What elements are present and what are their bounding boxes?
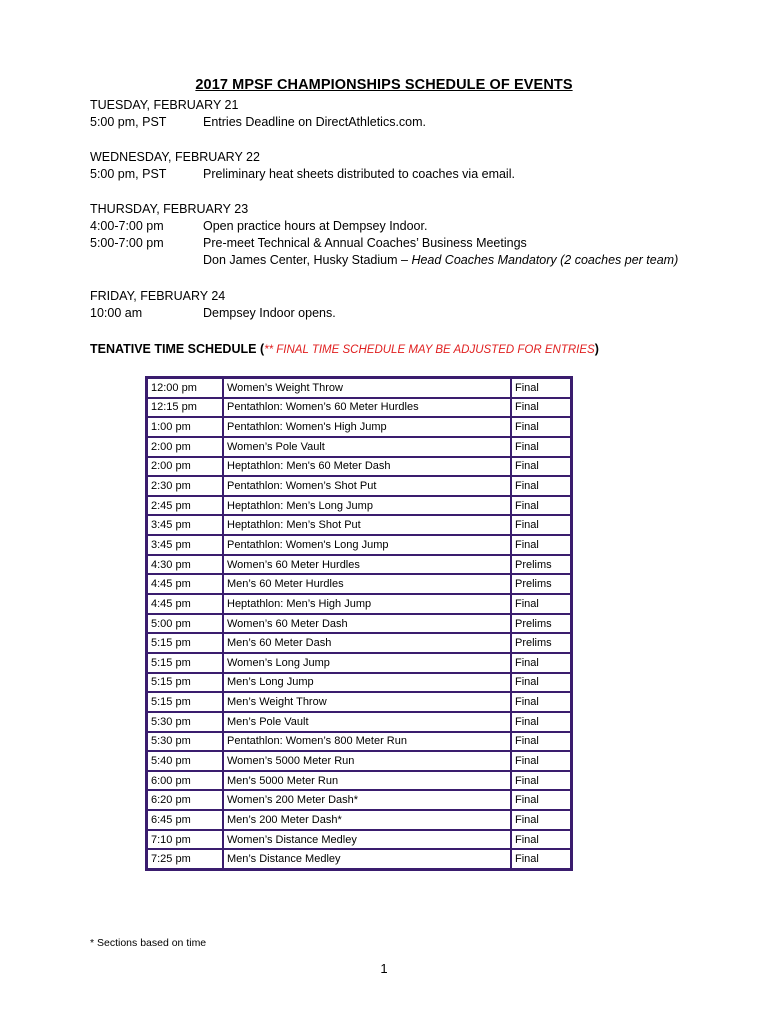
entry-description: Open practice hours at Dempsey Indoor. xyxy=(203,219,428,233)
table-row xyxy=(147,653,571,673)
entry-time: 5:00-7:00 pm xyxy=(90,236,164,250)
schedule-note: ** FINAL TIME SCHEDULE MAY BE ADJUSTED FOR ENTRIES xyxy=(264,344,595,356)
table-row xyxy=(147,830,571,850)
row-time: 12:15 pm xyxy=(147,398,223,418)
table-row xyxy=(147,712,571,732)
table-row xyxy=(147,437,571,457)
table-row xyxy=(147,398,571,418)
row-time: 5:15 pm xyxy=(147,653,223,673)
row-event: Men’s Pole Vault xyxy=(223,712,511,732)
row-event: Men’s Weight Throw xyxy=(223,692,511,712)
paren-open: ( xyxy=(259,342,265,356)
row-time: 3:45 pm xyxy=(147,515,223,535)
row-round: Final xyxy=(511,535,571,555)
row-event: Men’s 5000 Meter Run xyxy=(223,771,511,791)
table-row xyxy=(147,496,571,516)
schedule-table xyxy=(145,376,573,871)
entry-description: Pre-meet Technical & Annual Coaches’ Business Meetings xyxy=(203,236,527,250)
row-round: Final xyxy=(511,437,571,457)
row-event: Men’s Long Jump xyxy=(223,673,511,693)
table-row xyxy=(147,673,571,693)
row-event: Pentathlon: Women's Long Jump xyxy=(223,535,511,555)
row-round: Final xyxy=(511,771,571,791)
row-round: Final xyxy=(511,830,571,850)
entry-note: Head Coaches Mandatory (2 coaches per team) xyxy=(411,253,679,267)
footnote: * Sections based on time xyxy=(90,937,207,949)
entry-time: 4:00-7:00 pm xyxy=(90,219,164,233)
table-row xyxy=(147,790,571,810)
table-row xyxy=(147,732,571,752)
row-event: Pentathlon: Women's High Jump xyxy=(223,417,511,437)
row-time: 2:45 pm xyxy=(147,496,223,516)
row-event: Women’s 60 Meter Hurdles xyxy=(223,555,511,575)
row-event: Pentathlon: Women’s Shot Put xyxy=(223,476,511,496)
day-thursday xyxy=(90,201,730,269)
row-event: Women’s Pole Vault xyxy=(223,437,511,457)
schedule-entry xyxy=(90,114,730,131)
day-heading: WEDNESDAY, FEBRUARY 22 xyxy=(90,150,260,164)
row-round: Final xyxy=(511,849,571,869)
table-row xyxy=(147,614,571,634)
row-round: Final xyxy=(511,712,571,732)
row-time: 2:30 pm xyxy=(147,476,223,496)
day-friday xyxy=(90,288,730,322)
table-row xyxy=(147,555,571,575)
row-event: Heptathlon: Men’s Long Jump xyxy=(223,496,511,516)
row-round: Final xyxy=(511,378,571,398)
schedule-heading xyxy=(90,342,599,356)
schedule-entry xyxy=(90,235,730,252)
row-round: Final xyxy=(511,496,571,516)
row-round: Final xyxy=(511,515,571,535)
row-event: Women’s Long Jump xyxy=(223,653,511,673)
row-round: Final xyxy=(511,790,571,810)
entry-description: Entries Deadline on DirectAthletics.com. xyxy=(203,115,427,129)
schedule-entry xyxy=(90,218,730,235)
row-round: Final xyxy=(511,732,571,752)
row-event: Heptathlon: Men’s High Jump xyxy=(223,594,511,614)
table-row xyxy=(147,457,571,477)
row-round: Final xyxy=(511,653,571,673)
row-time: 4:45 pm xyxy=(147,594,223,614)
row-time: 6:45 pm xyxy=(147,810,223,830)
table-row xyxy=(147,476,571,496)
page-number: 1 xyxy=(380,961,388,976)
row-round: Prelims xyxy=(511,574,571,594)
row-event: Men’s 60 Meter Hurdles xyxy=(223,574,511,594)
row-time: 5:30 pm xyxy=(147,732,223,752)
schedule-entry xyxy=(90,166,730,183)
table-row xyxy=(147,771,571,791)
entry-description xyxy=(203,252,730,269)
page-title: 2017 MPSF CHAMPIONSHIPS SCHEDULE OF EVENTS xyxy=(195,77,573,93)
row-event: Men’s 60 Meter Dash xyxy=(223,633,511,653)
row-round: Final xyxy=(511,692,571,712)
day-heading: TUESDAY, FEBRUARY 21 xyxy=(90,98,239,112)
row-round: Prelims xyxy=(511,633,571,653)
table-row xyxy=(147,692,571,712)
row-event: Pentathlon: Women’s 800 Meter Run xyxy=(223,732,511,752)
schedule-entry xyxy=(90,252,730,269)
row-event: Heptathlon: Men's 60 Meter Dash xyxy=(223,457,511,477)
row-event: Pentathlon: Women’s 60 Meter Hurdles xyxy=(223,398,511,418)
table-row xyxy=(147,594,571,614)
day-heading: THURSDAY, FEBRUARY 23 xyxy=(90,202,249,216)
row-time: 4:30 pm xyxy=(147,555,223,575)
row-time: 7:10 pm xyxy=(147,830,223,850)
row-time: 1:00 pm xyxy=(147,417,223,437)
row-round: Final xyxy=(511,594,571,614)
table-row xyxy=(147,574,571,594)
row-round: Final xyxy=(511,810,571,830)
row-time: 6:20 pm xyxy=(147,790,223,810)
table-row xyxy=(147,535,571,555)
schedule-heading-label: TENATIVE TIME SCHEDULE xyxy=(90,342,257,356)
row-event: Women’s Weight Throw xyxy=(223,378,511,398)
entry-time: 10:00 am xyxy=(90,306,143,320)
entry-description: Preliminary heat sheets distributed to coaches via email. xyxy=(203,167,515,181)
paren-close: ) xyxy=(594,342,599,356)
row-time: 12:00 pm xyxy=(147,378,223,398)
row-round: Final xyxy=(511,417,571,437)
row-time: 7:25 pm xyxy=(147,849,223,869)
table-row xyxy=(147,515,571,535)
row-event: Women’s 5000 Meter Run xyxy=(223,751,511,771)
row-time: 5:30 pm xyxy=(147,712,223,732)
table-row xyxy=(147,378,571,398)
row-time: 2:00 pm xyxy=(147,437,223,457)
day-tuesday xyxy=(90,97,730,131)
row-time: 2:00 pm xyxy=(147,457,223,477)
row-event: Men’s 200 Meter Dash* xyxy=(223,810,511,830)
row-event: Men’s Distance Medley xyxy=(223,849,511,869)
entry-description: Dempsey Indoor opens. xyxy=(203,306,336,320)
table-row xyxy=(147,849,571,869)
row-round: Final xyxy=(511,751,571,771)
row-round: Final xyxy=(511,457,571,477)
row-time: 5:00 pm xyxy=(147,614,223,634)
entry-time: 5:00 pm, PST xyxy=(90,115,167,129)
row-event: Women’s Distance Medley xyxy=(223,830,511,850)
row-time: 6:00 pm xyxy=(147,771,223,791)
table-row xyxy=(147,417,571,437)
table-row xyxy=(147,751,571,771)
day-heading: FRIDAY, FEBRUARY 24 xyxy=(90,289,226,303)
row-round: Final xyxy=(511,673,571,693)
table-row xyxy=(147,633,571,653)
entry-time: 5:00 pm, PST xyxy=(90,167,167,181)
row-time: 5:15 pm xyxy=(147,673,223,693)
entry-location: Don James Center, Husky Stadium – xyxy=(203,253,412,267)
row-time: 5:15 pm xyxy=(147,633,223,653)
row-round: Prelims xyxy=(511,614,571,634)
row-time: 5:40 pm xyxy=(147,751,223,771)
row-time: 3:45 pm xyxy=(147,535,223,555)
row-round: Final xyxy=(511,398,571,418)
schedule-entry xyxy=(90,305,730,322)
row-event: Women’s 60 Meter Dash xyxy=(223,614,511,634)
row-time: 4:45 pm xyxy=(147,574,223,594)
day-wednesday xyxy=(90,149,730,183)
table-row xyxy=(147,810,571,830)
row-round: Prelims xyxy=(511,555,571,575)
entry-time xyxy=(90,252,203,269)
row-time: 5:15 pm xyxy=(147,692,223,712)
row-event: Heptathlon: Men’s Shot Put xyxy=(223,515,511,535)
row-event: Women’s 200 Meter Dash* xyxy=(223,790,511,810)
row-round: Final xyxy=(511,476,571,496)
